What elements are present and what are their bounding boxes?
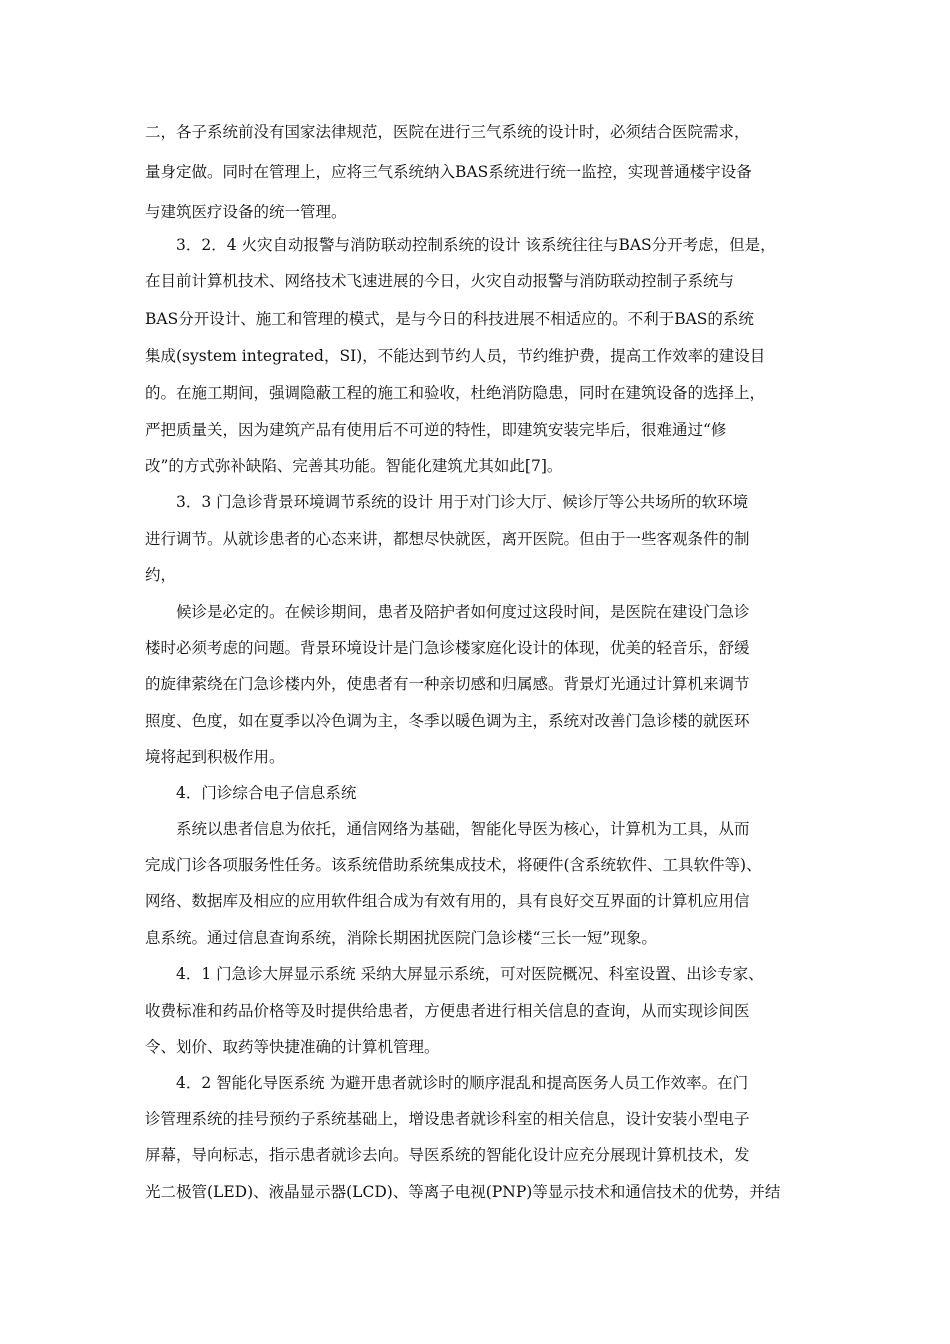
text-line: 网络、数据库及相应的应用软件组合成为有效有用的，具有良好交互界面的计算机应用信 bbox=[145, 892, 750, 910]
text-line: 的。在施工期间，强调隐蔽工程的施工和验收，杜绝消防隐患，同时在建筑设备的选择上， bbox=[145, 384, 766, 402]
text-line: 候诊是必定的。在候诊期间，患者及陪护者如何度过这段时间，是医院在建设门急诊 bbox=[176, 603, 750, 621]
text-line: 境将起到积极作用。 bbox=[145, 748, 285, 766]
text-line: 4．2 智能化导医系统 为避开患者就诊时的顺序混乱和提高医务人员工作效率。在门 bbox=[176, 1074, 749, 1092]
text-line: 4．门诊综合电子信息系统 bbox=[176, 784, 357, 802]
text-line: 息系统。通过信息查询系统，消除长期困扰医院门急诊楼“三长一短”现象。 bbox=[145, 929, 657, 947]
text-line: 照度、色度，如在夏季以冷色调为主，冬季以暖色调为主，系统对改善门急诊楼的就医环 bbox=[145, 712, 750, 730]
text-line: 改”的方式弥补缺陷、完善其功能。智能化建筑尤其如此[7]。 bbox=[145, 457, 563, 475]
text-line: 严把质量关，因为建筑产品有使用后不可逆的特性，即建筑安装完毕后，很难通过“修 bbox=[145, 421, 727, 439]
text-line: 系统以患者信息为依托，通信网络为基础，智能化导医为核心，计算机为工具，从而 bbox=[176, 820, 750, 838]
text-line: 约， bbox=[145, 566, 177, 584]
text-line: 光二极管(LED)、液晶显示器(LCD)、等离子电视(PNP)等显示技术和通信技术的优势，并结 bbox=[145, 1183, 781, 1201]
text-line: BAS分开设计、施工和管理的模式，是与今日的科技进展不相适应的。不利于BAS的系统 bbox=[145, 310, 754, 328]
text-line: 与建筑医疗设备的统一管理。 bbox=[145, 203, 347, 221]
text-line: 3．2．4 火灾自动报警与消防联动控制系统的设计 该系统往往与BAS分开考虑，但是， bbox=[176, 236, 776, 254]
text-line: 完成门诊各项服务性任务。该系统借助系统集成技术，将硬件(含系统软件、工具软件等)、 bbox=[145, 856, 762, 874]
text-line: 楼时必须考虑的问题。背景环境设计是门急诊楼家庭化设计的体现，优美的轻音乐，舒缓 bbox=[145, 639, 750, 657]
text-line: 进行调节。从就诊患者的心态来讲，都想尽快就医，离开医院。但由于一些客观条件的制 bbox=[145, 530, 750, 548]
text-line: 在目前计算机技术、网络技术飞速进展的今日，火灾自动报警与消防联动控制子系统与 bbox=[145, 272, 735, 290]
text-line: 诊管理系统的挂号预约子系统基础上，增设患者就诊科室的相关信息，设计安装小型电子 bbox=[145, 1110, 750, 1128]
text-line: 量身定做。同时在管理上，应将三气系统纳入BAS系统进行统一监控，实现普通楼宇设备 bbox=[145, 163, 752, 181]
text-line: 的旋律萦绕在门急诊楼内外，使患者有一种亲切感和归属感。背景灯光通过计算机来调节 bbox=[145, 675, 750, 693]
text-line: 4．1 门急诊大屏显示系统 采纳大屏显示系统，可对医院概况、科室设置、出诊专家、 bbox=[176, 965, 764, 983]
text-line: 二，各子系统前没有国家法律规范，医院在进行三气系统的设计时，必须结合医院需求， bbox=[145, 123, 750, 141]
text-line: 集成(system integrated，SI)，不能达到节约人员，节约维护费，提高工作效率的建设目 bbox=[145, 347, 766, 365]
text-line: 屏幕，导向标志，指示患者就诊去向。导医系统的智能化设计应充分展现计算机技术，发 bbox=[145, 1146, 750, 1164]
text-line: 令、划价、取药等快捷准确的计算机管理。 bbox=[145, 1038, 440, 1056]
text-line: 3．3 门急诊背景环境调节系统的设计 用于对门诊大厅、候诊厅等公共场所的软环境 bbox=[176, 493, 749, 511]
text-line: 收费标准和药品价格等及时提供给患者，方便患者进行相关信息的查询，从而实现诊间医 bbox=[145, 1002, 750, 1020]
